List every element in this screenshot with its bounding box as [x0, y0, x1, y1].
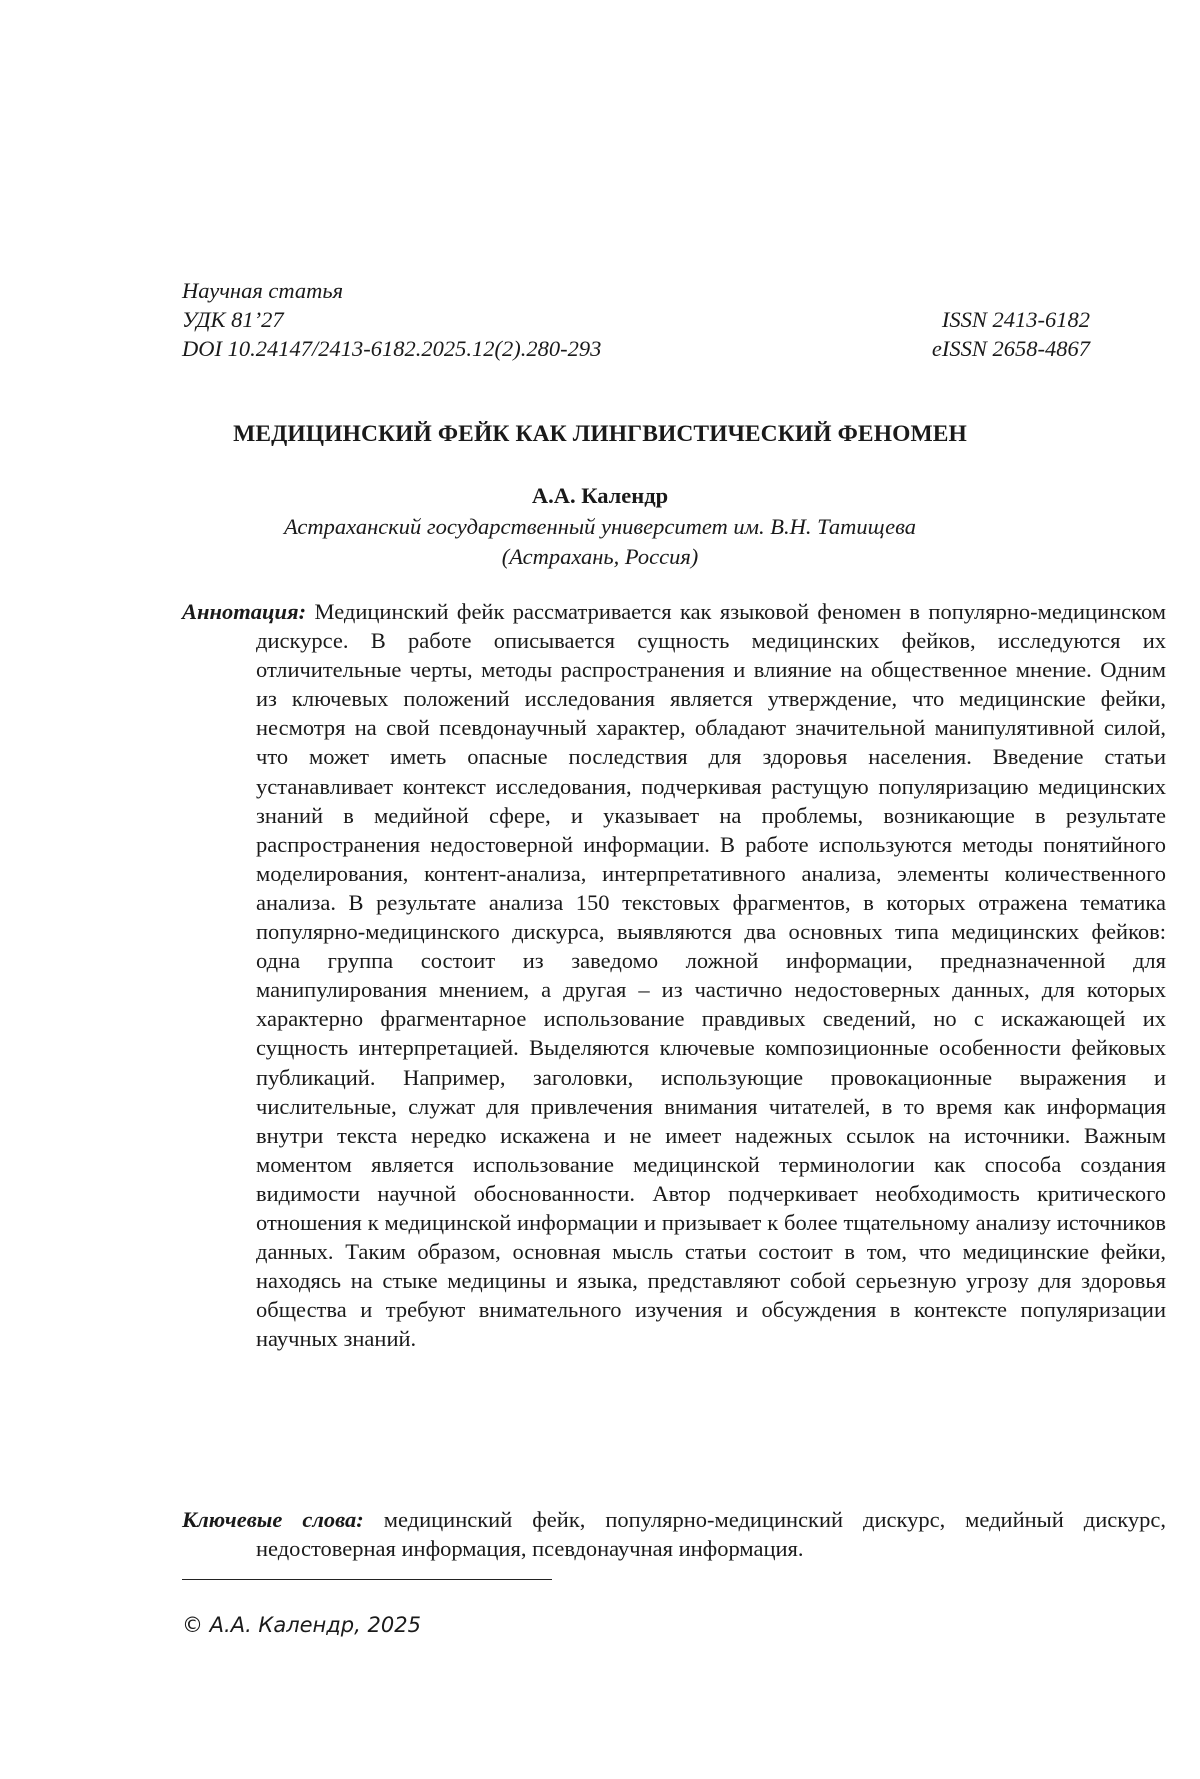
meta-row-udk — [182, 305, 1090, 334]
abstract — [182, 597, 1166, 1353]
abstract-label: Аннотация: — [182, 599, 307, 624]
article-type: Научная статья — [182, 278, 344, 303]
meta-row-doi — [182, 334, 1090, 363]
abstract-text: Медицинский фейк рассматривается как языковой феномен в популярно-медицинском дискурсе. В работе описывается сущность медицинских фейков, исследуются их отличительные черты, методы распространения и влияние на общественное мнение. Одним из ключевых положений исследования является утверждение, что медицинские фейки, несмотря на свой псевдонаучный характер, обладают значительной манипулятивной силой, что может иметь опасные последствия для здоровья населения. Введение статьи устанавливает контекст исследования, подчеркивая растущую популяризацию медицинских знаний в медийной сфере, и указывает на проблемы, возникающие в результате распространения недостоверной информации. В работе используются методы понятийного моделирования, контент-анализа, интерпретативного анализа, элементы количественного анализа. В результате анализа 150 текстовых фрагментов, в которых отражена тематика популярно-медицинского дискурса, выявляются два основных типа медицинских фейков: одна группа состоит из заведомо ложной информации, предназначенной для манипулирования мнением, а другая – из частично недостоверных данных, для которых характерно фрагментарное использование правдивых сведений, но с искажающей их сущность интерпретацией. Выделяются ключевые композиционные особенности фейковых публикаций. Например, заголовки, использующие провокационные выражения и числительные, служат для привлечения внимания читателей, в то время как информация внутри текста нередко искажена и не имеет надежных ссылок на источники. Важным моментом является использование медицинской терминологии как способа создания видимости научной обоснованности. Автор подчеркивает необходимость критического отношения к медицинской информации и призывает к более тщательному анализу источников данных. Таким образом, основная мысль статьи состоит в том, что медицинские фейки, находясь на стыке медицины и языка, представляют собой серьезную угрозу для здоровья общества и требуют внимательного изучения и обсуждения в контексте популяризации научных знаний. — [256, 599, 1167, 1352]
eissn: eISSN 2658-4867 — [931, 336, 1090, 361]
keywords-label: Ключевые слова: — [182, 1507, 364, 1532]
copyright-notice: © А.А. Календр, 2025 — [182, 1613, 421, 1637]
keywords-text: медицинский фейк, популярно-медицинский дискурс, медийный дискурс, недостоверная информация, псевдонаучная информация. — [256, 1507, 1166, 1561]
article-meta — [182, 276, 1090, 363]
affiliation-line-2: (Астрахань, Россия) — [501, 544, 699, 569]
udk-code: УДК 81’27 — [182, 307, 284, 332]
footnote-divider — [182, 1579, 552, 1580]
meta-row-type — [182, 276, 1090, 305]
article-title: МЕДИЦИНСКИЙ ФЕЙК КАК ЛИНГВИСТИЧЕСКИЙ ФЕНОМЕН — [233, 421, 967, 447]
keywords — [182, 1505, 1166, 1563]
author-affiliation — [100, 512, 1100, 572]
affiliation-line-1: Астраханский государственный университет им. В.Н. Татищева — [284, 514, 916, 539]
author-name: А.А. Календр — [531, 483, 669, 508]
doi: DOI 10.24147/2413-6182.2025.12(2).280-293 — [182, 336, 602, 361]
issn: ISSN 2413-6182 — [941, 307, 1090, 332]
